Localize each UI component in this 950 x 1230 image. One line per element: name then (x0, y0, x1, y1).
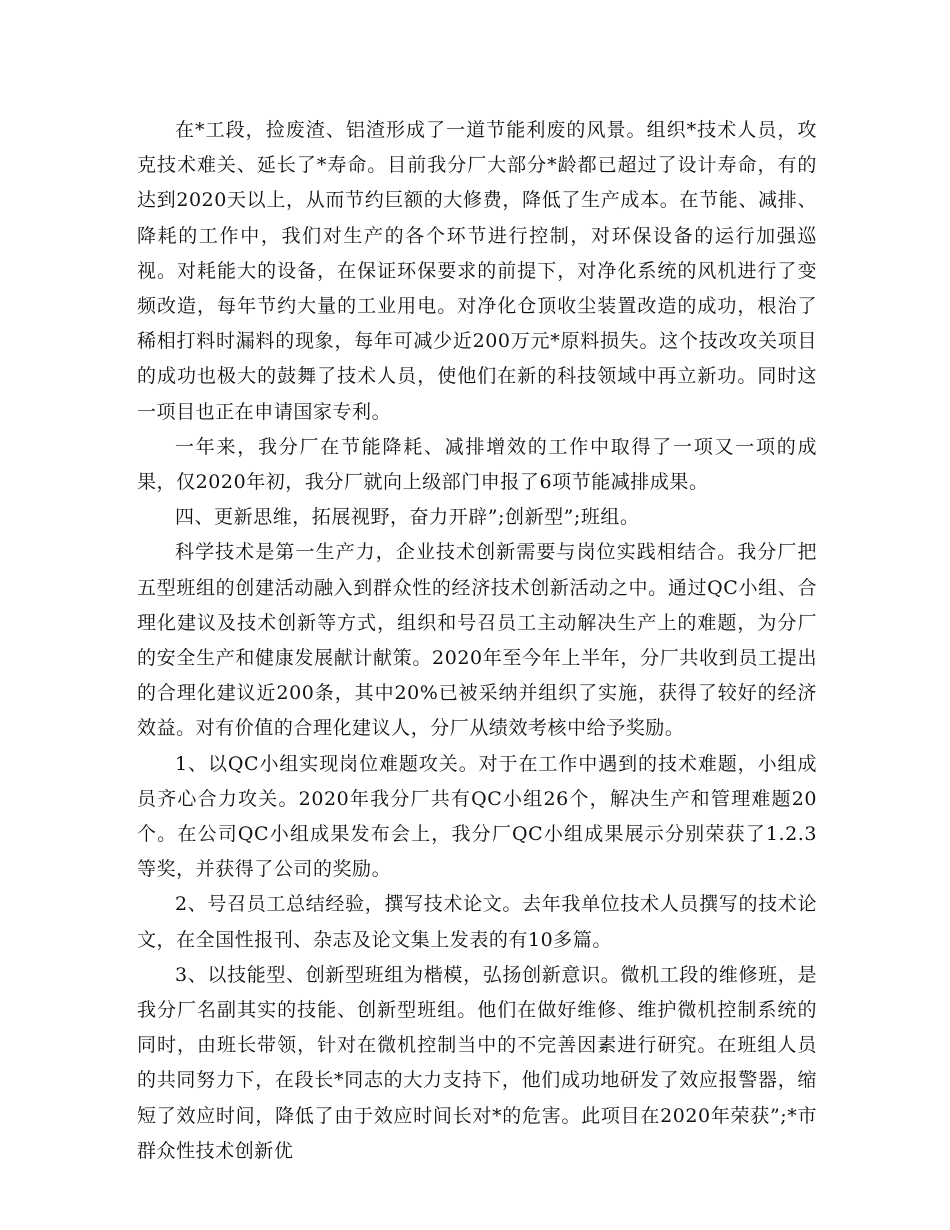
paragraph-annual-results: 一年来，我分厂在节能降耗、减排增效的工作中取得了一项又一项的成果，仅2020年初，我分厂就向上级部门申报了6项节能减排成果。 (137, 435, 817, 494)
paragraph-tech-innovation: 科学技术是第一生产力，企业技术创新需要与岗位实践相结合。我分厂把五型班组的创建活动融入到群众性的经济技术创新活动之中。通过QC小组、合理化建议及技术创新等方式，组织和号召员工主动解决生产上的难题，为分厂的安全生产和健康发展献计献策。2020年至今年上半年，分厂共收到员工提出的合理化建议近200条，其中20%已被采纳并组织了实施，获得了较好的经济效益。对有价值的合理化建议人，分厂从绩效考核中给予奖励。 (137, 541, 817, 740)
document-page (137, 113, 817, 1169)
paragraph-energy-saving: 在*工段，捡废渣、铝渣形成了一道节能利废的风景。组织*技术人员，攻克技术难关、延长了*寿命。目前我分厂大部分*龄都已超过了设计寿命，有的达到2020天以上，从而节约巨额的大修费，降低了生产成本。在节能、减排、降耗的工作中，我们对生产的各个环节进行控制，对环保设备的运行加强巡视。对耗能大的设备，在保证环保要求的前提下，对净化系统的风机进行了变频改造，每年节约大量的工业用电。对净化仓顶收尘装置改造的成功，根治了稀相打料时漏料的现象，每年可减少近200万元*原料损失。这个技改攻关项目的成功也极大的鼓舞了技术人员，使他们在新的科技领域中再立新功。同时这一项目也正在申请国家专利。 (137, 119, 817, 423)
paragraph-qc-groups: 1、以QC小组实现岗位难题攻关。对于在工作中遇到的技术难题，小组成员齐心合力攻关。2020年我分厂共有QC小组26个，解决生产和管理难题20个。在公司QC小组成果发布会上，我分厂QC小组成果展示分别荣获了1.2.3等奖，并获得了公司的奖励。 (137, 752, 817, 881)
paragraph-tech-papers: 2、号召员工总结经验，撰写技术论文。去年我单位技术人员撰写的技术论文，在全国性报刊、杂志及论文集上发表的有10多篇。 (137, 893, 817, 951)
section-heading-four: 四、更新思维，拓展视野，奋力开辟”;创新型”;班组。 (175, 506, 640, 529)
paragraph-innovative-team: 3、以技能型、创新型班组为楷模，弘扬创新意识。微机工段的维修班，是我分厂名副其实的技能、创新型班组。他们在做好维修、维护微机控制系统的同时，由班长带领，针对在微机控制当中的不完善因素进行研究。在班组人员的共同努力下，在段长*同志的大力支持下，他们成功地研发了效应报警器，缩短了效应时间，降低了由于效应时间长对*的危害。此项目在2020年荣获”;*市群众性技术创新优 (137, 963, 817, 1162)
